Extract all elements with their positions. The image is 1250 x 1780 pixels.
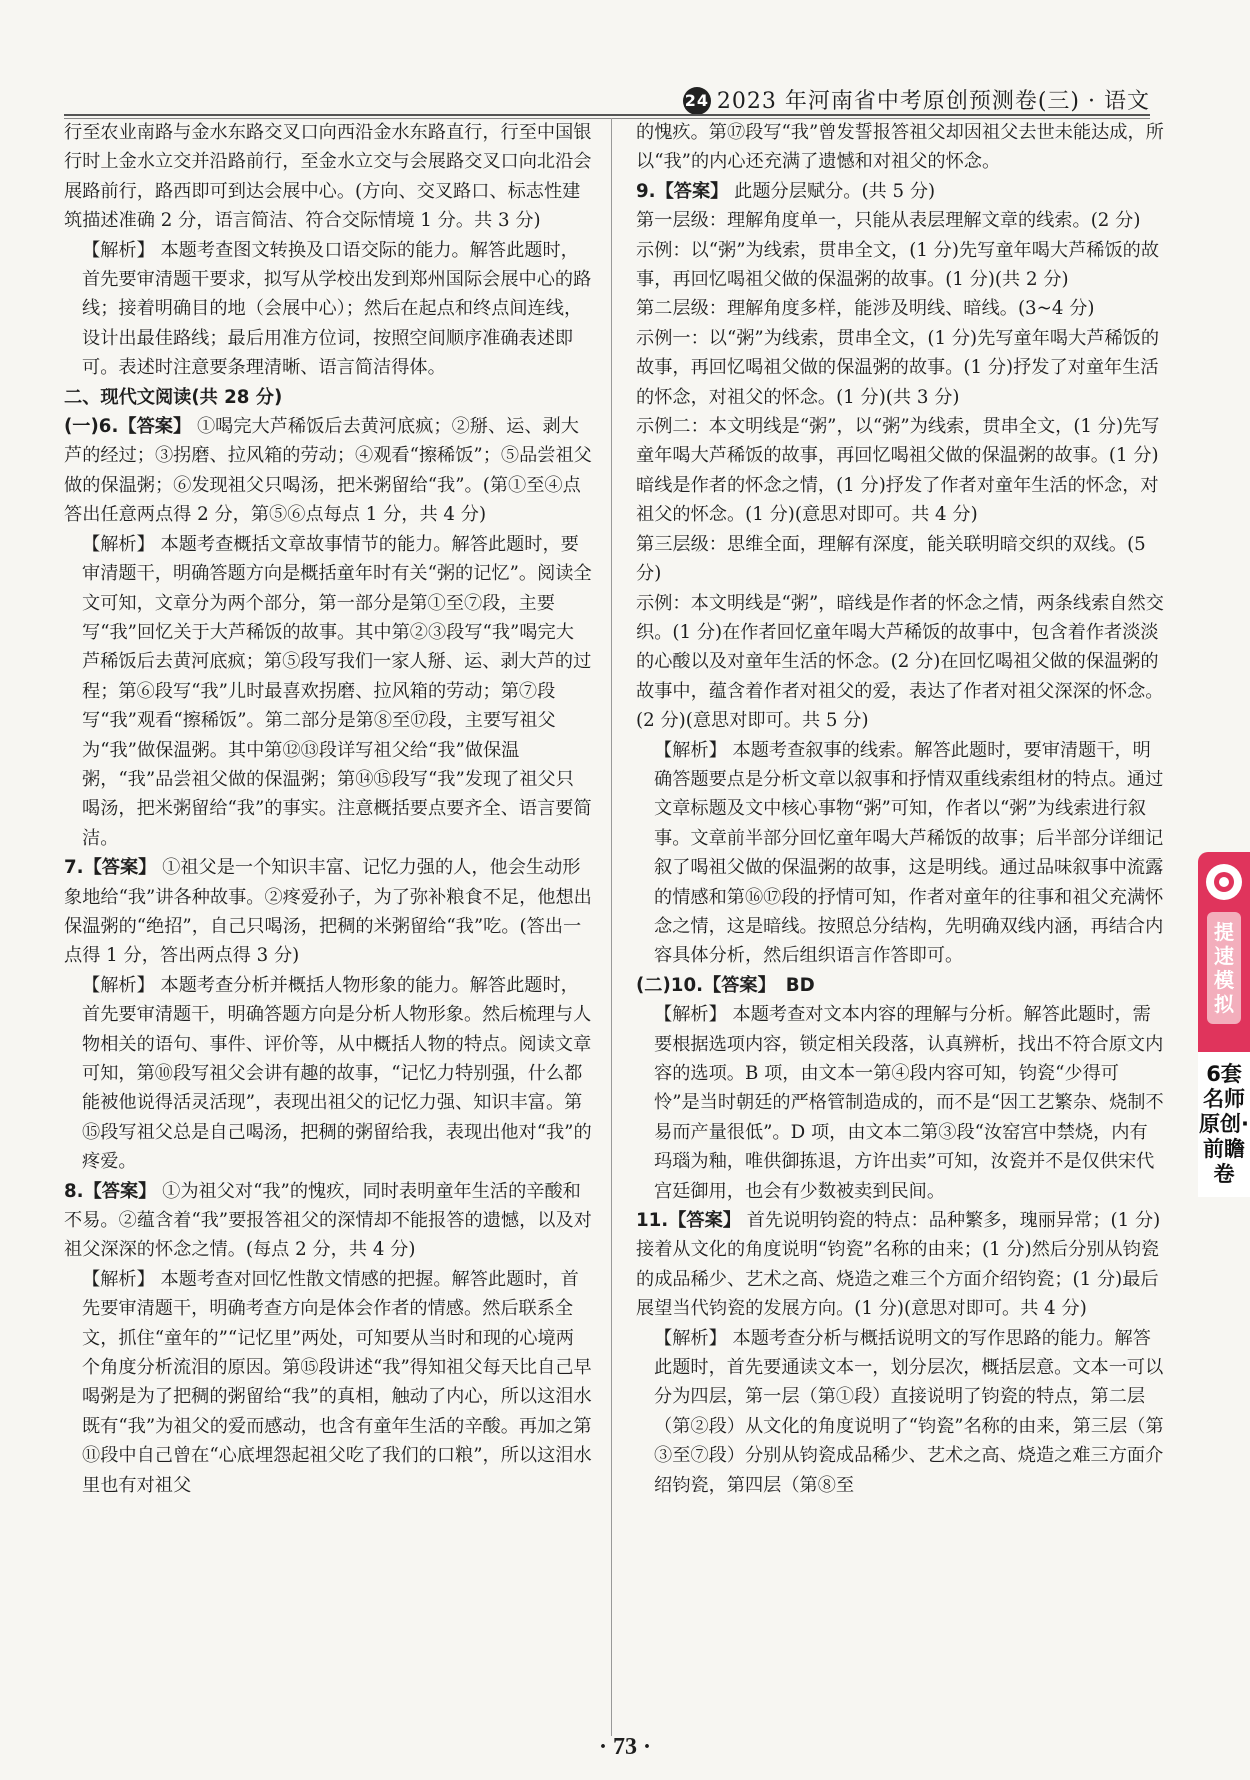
header-rule bbox=[64, 114, 1150, 116]
q11-answer bbox=[636, 1206, 1164, 1324]
column-divider bbox=[611, 118, 612, 1736]
q9-level-1: 第一层级：理解角度单一，只能从表层理解文章的线索。(2 分) bbox=[636, 210, 1141, 232]
q8-analysis: 【解析】 本题考查对回忆性散文情感的把握。解答此题时，首先要审清题干，明确考查方向是体会作者的情感。然后联系全文，抓住“童年的”“记忆里”两处，可知要从当时和现的心境两个角度分析流泪的原因。第⑮段讲述“我”得知祖父每天比自己早喝粥是为了把稠的粥留给“我”的真相，触动了内心，所以这泪水既有“我”为祖父的爱而感动，也含有童年生活的辛酸。再加之第⑪段中自己曾在“心底埋怨起祖父吃了我们的口粮”，所以这泪水里也有对祖父 bbox=[82, 1268, 592, 1496]
q9-intro: 此题分层赋分。(共 5 分) bbox=[734, 180, 936, 202]
q8-answer-label: 8.【答案】 bbox=[64, 1180, 157, 1202]
q10-answer-text: BD bbox=[785, 974, 815, 996]
q7-answer-label: 7.【答案】 bbox=[64, 857, 157, 879]
q9-level-1-example: 示例：以“粥”为线索，贯串全文，(1 分)先写童年喝大芦稀饭的故事，再回忆喝祖父做的保温粥的故事。(1 分)(共 2 分) bbox=[636, 239, 1160, 291]
target-icon bbox=[1206, 864, 1242, 900]
q10-analysis: 【解析】 本题考查对文本内容的理解与分析。解答此题时，需要根据选项内容，锁定相关段落，认真辨析，找出不符合原文内容的选项。B 项，由文本一第④段内容可知，钧瓷“少得可怜”是当时朝廷的严格管制造成的，而不是“因工艺繁杂、烧制不易而产量很低”。D 项，由文本二第③段“汝窑宫中禁烧，内有玛瑙为釉，唯供御拣退，方许出卖”可知，汝瓷并不是仅供宋代宫廷御用，也会有少数被卖到民间。 bbox=[654, 1004, 1164, 1202]
q8-answer bbox=[64, 1177, 592, 1265]
side-tab bbox=[1198, 852, 1250, 1197]
q9-level-2: 第二层级：理解角度多样，能涉及明线、暗线。(3~4 分) bbox=[636, 298, 1095, 320]
page-number: · 73 · bbox=[598, 1734, 651, 1760]
q6-answer-label: (一)6.【答案】 bbox=[64, 416, 192, 438]
q9-level-2-example-1: 示例一：以“粥”为线索，贯串全文，(1 分)先写童年喝大芦稀饭的故事，再回忆喝祖父做的保温粥的故事。(1 分)抒发了对童年生活的怀念，对祖父的怀念。(1 分)(共 3 分) bbox=[636, 327, 1160, 408]
q9-level-3-example: 示例：本文明线是“粥”，暗线是作者的怀念之情，两条线索自然交织。(1 分)在作者回忆童年喝大芦稀饭的故事中，包含着作者淡淡的心酸以及对童年生活的怀念。(2 分)在回忆喝祖父做的保温粥的故事中，蕴含着作者对祖父的爱，表达了作者对祖父深深的怀念。(2 分)(意思对即可。共 5 分) bbox=[636, 592, 1164, 732]
q8-analysis-continued: 的愧疚。第⑰段写“我”曾发誓报答祖父却因祖父去世未能达成，所以“我”的内心还充满了遗憾和对祖父的怀念。 bbox=[636, 122, 1164, 173]
q7-answer-text: ①祖父是一个知识丰富、记忆力强的人，他会生动形象地给“我”讲各种故事。②疼爱孙子，为了弥补粮食不足，他想出保温粥的“绝招”，自己只喝汤，把稠的米粥留给“我”吃。(答出一点得 1 分，答出两点得 3 分) bbox=[64, 857, 592, 967]
q11-answer-text: 首先说明钧瓷的特点：品种繁多，瑰丽异常；(1 分)接着从文化的角度说明“钧瓷”名称的由来；(1 分)然后分别从钧瓷的成品稀少、艺术之高、烧造之难三个方面介绍钧瓷；(1 分)最后展望当代钧瓷的发展方向。(1 分)(意思对即可。共 4 分) bbox=[636, 1210, 1161, 1320]
q10-answer-label: (二)10.【答案】 bbox=[636, 974, 776, 996]
left-column bbox=[64, 118, 592, 1500]
right-column bbox=[636, 118, 1164, 1500]
q9-answer bbox=[636, 177, 1164, 206]
side-tab-accent bbox=[1198, 852, 1250, 1052]
q9-level-2-example-2: 示例二：本文明线是“粥”，以“粥”为线索，贯串全文，(1 分)先写童年喝大芦稀饭的故事，再回忆喝祖父做的保温粥的故事。(1 分)暗线是作者的怀念之情，(1 分)抒发了作者对童年生活的怀念，对祖父的怀念。(1 分)(意思对即可。共 4 分) bbox=[636, 416, 1160, 526]
q10-answer bbox=[636, 971, 1164, 1000]
q8-answer-text: ①为祖父对“我”的愧疚，同时表明童年生活的辛酸和不易。②蕴含着“我”要报答祖父的深情却不能报答的遗憾，以及对祖父深深的怀念之情。(每点 2 分，共 4 分) bbox=[64, 1180, 592, 1261]
q5-analysis: 【解析】 本题考查图文转换及口语交际的能力。解答此题时，首先要审清题干要求，拟写从学校出发到郑州国际会展中心的路线；接着明确目的地（会展中心）；然后在起点和终点间连线，设计出最佳路线；最后用准方位词，按照空间顺序准确表述即可。表述时注意要条理清晰、语言简洁得体。 bbox=[82, 239, 592, 379]
side-tab-series-label: 6套名师原创·前瞻卷 bbox=[1198, 1052, 1250, 1197]
q5-answer-continued: 行至农业南路与金水东路交叉口向西沿金水东路直行，行至中国银行时上金水立交并沿路前行，至金水立交与会展路交叉口向北沿会展路前行，路西即可到达会展中心。(方向、交叉路口、标志性建筑描述准确 2 分，语言简洁、符合交际情境 1 分。共 3 分) bbox=[64, 122, 592, 232]
page-header bbox=[620, 84, 1150, 115]
header-title: 2023 年河南省中考原创预测卷(三) · 语文 bbox=[716, 89, 1150, 114]
q9-level-3: 第三层级：思维全面，理解有深度，能关联明暗交织的双线。(5 分) bbox=[636, 533, 1146, 585]
q6-analysis: 【解析】 本题考查概括文章故事情节的能力。解答此题时，要审清题干，明确答题方向是概括童年时有关“粥的记忆”。阅读全文可知，文章分为两个部分，第一部分是第①至⑦段，主要写“我”回忆关于大芦稀饭的故事。其中第②③段写“我”喝完大芦稀饭后去黄河底疯；第⑤段写我们一家人掰、运、剥大芦的过程；第⑥段写“我”儿时最喜欢拐磨、拉风箱的劳动；第⑦段写“我”观看“擦稀饭”。第二部分是第⑧至⑰段，主要写祖父为“我”做保温粥。其中第⑫⑬段详写祖父给“我”做保温粥，“我”品尝祖父做的保温粥；第⑭⑮段写“我”发现了祖父只喝汤，把米粥留给“我”的事实。注意概括要点要齐全、语言要简洁。 bbox=[82, 533, 592, 849]
q11-answer-label: 11.【答案】 bbox=[636, 1210, 741, 1232]
q7-answer bbox=[64, 853, 592, 971]
q9-analysis: 【解析】 本题考查叙事的线索。解答此题时，要审清题干，明确答题要点是分析文章以叙事和抒情双重线索组材的特点。通过文章标题及文中核心事物“粥”可知，作者以“粥”为线索进行叙事。文章前半部分回忆童年喝大芦稀饭的故事；后半部分详细记叙了喝祖父做的保温粥的故事，这是明线。通过品味叙事中流露的情感和第⑯⑰段的抒情可知，作者对童年的往事和祖父充满怀念之情，这是暗线。按照总分结构，先明确双线内涵，再结合内容具体分析，然后组织语言作答即可。 bbox=[654, 739, 1164, 967]
volume-number-badge: 24 bbox=[683, 87, 711, 115]
q7-analysis: 【解析】 本题考查分析并概括人物形象的能力。解答此题时，首先要审清题干，明确答题方向是分析人物形象。然后梳理与人物相关的语句、事件、评价等，从中概括人物的特点。阅读文章可知，第⑩段写祖父会讲有趣的故事，“记忆力特别强，什么都能被他说得活灵活现”，表现出祖父的记忆力强、知识丰富。第⑮段写祖父总是自己喝汤，把稠的粥留给我，表现出他对“我”的疼爱。 bbox=[82, 974, 592, 1173]
q9-answer-label: 9.【答案】 bbox=[636, 180, 729, 202]
section-heading-modern-reading: 二、现代文阅读(共 28 分) bbox=[64, 386, 283, 408]
q6-answer-text: ①喝完大芦稀饭后去黄河底疯；②掰、运、剥大芦的经过；③拐磨、拉风箱的劳动；④观看“擦稀饭”；⑤品尝祖父做的保温粥；⑥发现祖父只喝汤，把米粥留给“我”。(第①至④点答出任意两点得 2 分，第⑤⑥点每点 1 分，共 4 分) bbox=[64, 416, 592, 526]
q11-analysis: 【解析】 本题考查分析与概括说明文的写作思路的能力。解答此题时，首先要通读文本一，划分层次，概括层意。文本一可以分为四层，第一层（第①段）直接说明了钧瓷的特点，第二层（第②段）从文化的角度说明了“钧瓷”名称的由来，第三层（第③至⑦段）分别从钧瓷成品稀少、艺术之高、烧造之难三方面介绍钧瓷，第四层（第⑧至 bbox=[654, 1327, 1164, 1496]
side-tab-label: 提速模拟 bbox=[1207, 912, 1241, 1024]
q6-answer bbox=[64, 412, 592, 530]
